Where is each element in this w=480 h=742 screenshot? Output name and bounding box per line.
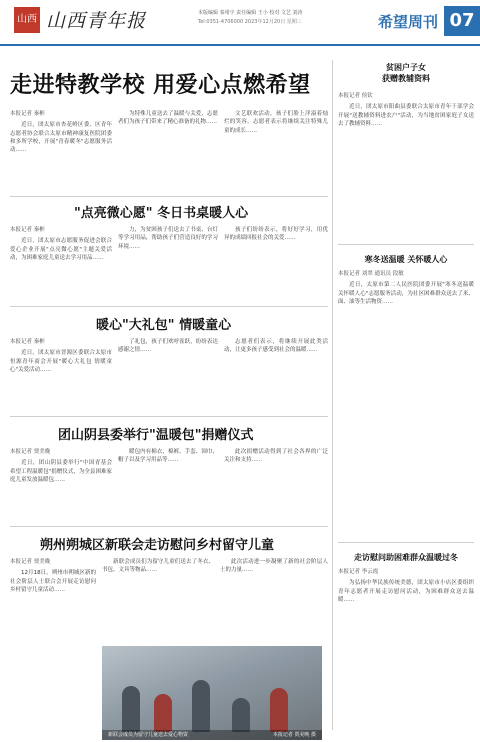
logo-mark: 山西 [14, 7, 40, 33]
article-column [224, 448, 328, 526]
article-byline: 本报记者 秦彬 [10, 339, 45, 345]
article-headline: "点亮微心愿" 冬日书桌暖人心 [74, 206, 249, 221]
article-text: 此次活动进一步凝聚了新的社会阶层人士的力量…… [220, 559, 328, 574]
photo-figure [192, 680, 210, 732]
article-column [118, 448, 218, 526]
article-byline: 本报记者 贾美晚 [10, 449, 51, 455]
article-headline: 团山阴县委举行"温暖包"捐赠仪式 [58, 428, 254, 443]
article-column [118, 226, 218, 306]
section-name: 希望周刊 [377, 12, 438, 31]
photo-caption-text: 新联会成员为留守儿童送去爱心物资 [108, 732, 189, 738]
article-column [10, 338, 112, 416]
article-column [118, 110, 218, 200]
article-column [102, 558, 214, 642]
page-number: 07 [444, 6, 480, 36]
article-headline: 走进特教学校 用爱心点燃希望 [10, 73, 311, 98]
sidebar-headline: 走访慰问助困难群众温暖过冬 [354, 553, 458, 562]
article-column [224, 110, 328, 200]
newspaper-logo [14, 6, 146, 33]
sidebar-text: 近日，团太原市阳曲县委联合太原市青年干部学会开展"送教辅资料进农户"活动，为当地贫困家庭子女送去了教辅资料…… [338, 104, 474, 127]
photo-caption [102, 730, 322, 740]
article-text: 志愿者们表示，将继续开展此类活动，让更多孩子感受到社会的温暖…… [224, 339, 328, 354]
newspaper-name: 山西青年报 [46, 10, 147, 32]
article-byline: 本报记者 秦彬 [10, 111, 45, 117]
article-text: 了礼包，孩子们欢呼雀跃，纷纷表达感谢之情…… [118, 339, 218, 354]
article-headline: 朔州朔城区新联会走访慰问乡村留守儿童 [40, 538, 275, 553]
article-text: 为特殊儿童送去了温暖与关爱，志愿者们为孩子们带来了精心准备的礼物…… [118, 111, 218, 126]
sidebar-column [338, 270, 474, 538]
article-column [10, 110, 112, 200]
article-text: 力，为贫困孩子们送去了书桌、台灯等学习用品，帮助孩子们营造良好的学习环境…… [118, 227, 218, 250]
column-divider [332, 60, 333, 730]
article-column [118, 338, 218, 416]
article-byline: 本报记者 秦彬 [10, 227, 45, 233]
article-text: 12月18日，朔州市朔城区新的社会阶层人士联合会开展走访慰问乡村留守儿童活动…… [10, 570, 96, 593]
editor-line: 本版编辑 秦靖宇 责任编辑 王小 校对 文艺 刘涛 [198, 10, 303, 16]
photo-figure [154, 694, 172, 732]
article-text: 近日，团太原市志愿服务促进会联合爱心企业开展"点亮微心愿"主题关爱活动，为困难家庭儿童送去学习用品…… [10, 238, 112, 261]
article-text: 此次捐赠活动得到了社会各界的广泛关注和支持…… [224, 449, 328, 464]
photo-credit: 本报记者 贾美晚 摄 [272, 732, 316, 738]
article-column [10, 558, 96, 738]
photo-figure [232, 698, 250, 732]
masthead [0, 0, 480, 46]
sidebar-byline: 本报记者 李云霞 [338, 569, 379, 575]
article-photo [102, 646, 322, 740]
section-tab [370, 6, 480, 36]
sidebar-column [338, 92, 474, 242]
photo-figure [122, 686, 140, 732]
article-separator [10, 306, 328, 307]
sidebar-text: 近日，太原市第二人民医院团委开展"寒冬送温暖 关怀暖人心"志愿服务活动，为社区困难群众送去了米、面、油等生活物资…… [338, 282, 474, 305]
article-text: 近日，团太原市晋源区委联合太原市恒源青年商会开展"暖心大礼包 情暖童心"关爱活动…… [10, 350, 112, 373]
sidebar-text: 为弘扬中华民族传统美德，团太原市小店区委组织青年志愿者开展走访慰问活动，为困难群众送去温暖…… [338, 580, 474, 603]
sidebar-headline: 贫困户子女 获赠教辅资料 [382, 63, 430, 83]
article-column [10, 226, 112, 306]
article-column [224, 226, 328, 306]
photo-figure [270, 688, 288, 732]
issue-meta [198, 9, 303, 27]
article-text: 新联会成员们为留守儿童们送去了冬衣、书包、文具等物品…… [102, 559, 214, 574]
article-column [220, 558, 328, 642]
sidebar-separator [338, 542, 474, 543]
article-column [224, 338, 328, 416]
sidebar-byline: 本报记者 刘翠 通讯员 段敏 [338, 271, 404, 277]
article-text: 文艺联欢活动，孩子们脸上洋溢着灿烂的笑容，志愿者表示将继续关注特殊儿童的成长…… [224, 111, 328, 134]
article-separator [10, 526, 328, 527]
date-line: Tel:0351-4706000 2023年12月20日 星期三 [198, 19, 302, 25]
article-text: 暖包内有棉衣、棉裤、手套、围巾、帽子以及学习用品等…… [118, 449, 218, 464]
sidebar-byline: 本报记者 侯钦 [338, 93, 373, 99]
article-byline: 本报记者 贾美晚 [10, 559, 51, 565]
article-text: 近日，团山阴县委举行"中国青基会 希望工程温暖包"捐赠仪式，为全县困难家庭儿童发放温暖包…… [10, 460, 112, 483]
sidebar-headline: 寒冬送温暖 关怀暖人心 [364, 255, 448, 264]
article-separator [10, 196, 328, 197]
article-text: 近日，团太原市杏花岭区委、区青年志愿者协会联合太原市精神康复医院团委和多所学校，开展"青春暖冬"志愿服务活动…… [10, 122, 112, 154]
sidebar-column [338, 568, 474, 736]
article-text: 孩子们纷纷表示，将好好学习，用优异的成绩回报社会的关爱…… [224, 227, 328, 242]
sidebar-separator [338, 244, 474, 245]
article-column [10, 448, 112, 526]
article-headline: 暖心"大礼包" 情暖童心 [96, 318, 232, 333]
article-separator [10, 416, 328, 417]
